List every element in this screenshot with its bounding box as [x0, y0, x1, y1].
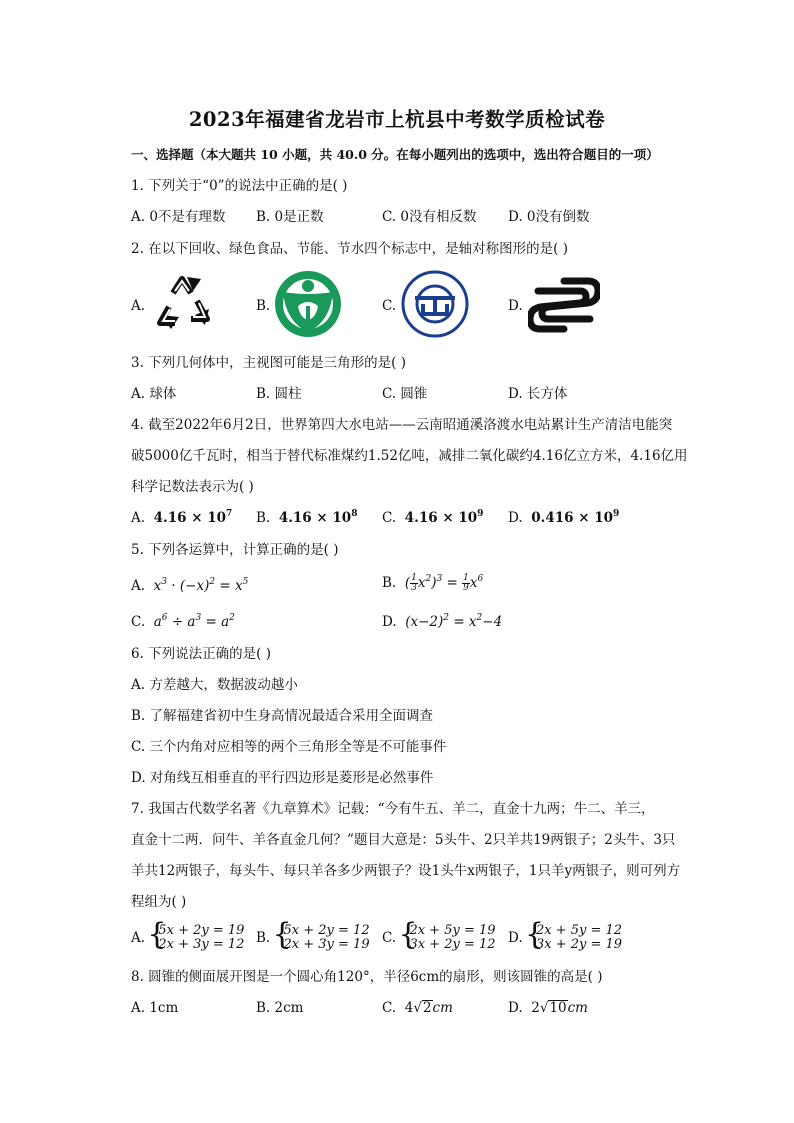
question-7-option-a: A. { 5x + 2y = 19 2x + 3y = 12: [131, 924, 244, 952]
question-3-option-b: B. 圆柱: [256, 386, 302, 402]
question-3-option-d: D. 长方体: [508, 386, 568, 402]
question-8-option-a: A. 1cm: [131, 1000, 179, 1016]
question-4-line-2: 破5000亿千瓦时，相当于替代标准煤约1.52亿吨，减排二氧化碳约4.16亿立方米，4.16亿用: [131, 448, 688, 464]
question-6-option-b: B. 了解福建省初中生身高情况最适合采用全面调查: [131, 708, 434, 724]
question-1-option-d: D. 0没有倒数: [508, 209, 590, 225]
question-7-line-2: 直金十二两．问牛、羊各直金几何？”题目大意是：5头牛、2只羊共19两银子；2头牛、3只: [131, 832, 676, 848]
question-8-option-b: B. 2cm: [256, 1000, 304, 1016]
question-6-stem: 6. 下列说法正确的是( ): [131, 646, 271, 662]
question-4-option-d: D. $0.416 \times 10^9$: [508, 509, 620, 526]
energy-saving-icon: [401, 270, 469, 338]
question-7-option-c: C. { 2x + 5y = 19 3x + 2y = 12: [382, 924, 496, 952]
question-5-option-c: C. $a^6 \div a^3 = a^2$: [131, 613, 235, 630]
question-6-option-d: D. 对角线互相垂直的平行四边形是菱形是必然事件: [131, 770, 434, 786]
question-6-option-c: C. 三个内角对应相等的两个三角形全等是不可能事件: [131, 739, 447, 755]
question-1-stem: 1. 下列关于“0”的说法中正确的是( ): [131, 178, 348, 194]
question-1-option-c: C. 0没有相反数: [382, 209, 477, 225]
question-7-line-1: 7. 我国古代数学名著《九章算术》记载：“今有牛五、羊二，直金十九两；牛二、羊三，: [131, 801, 655, 817]
question-8-stem: 8. 圆锥的侧面展开图是一个圆心角120°，半径6cm的扇形，则该圆锥的高是( ): [131, 969, 603, 985]
question-8-option-d: D. 2√10cm: [508, 1000, 588, 1016]
question-4-option-b: B. $4.16 \times 10^8$: [256, 509, 358, 526]
question-3-option-a: A. 球体: [131, 386, 177, 402]
water-saving-icon: [528, 277, 600, 333]
question-2-option-c: C.: [382, 298, 397, 314]
question-7-option-d: D. { 2x + 5y = 12 3x + 2y = 19: [508, 924, 622, 952]
question-7-line-4: 程组为( ): [131, 894, 187, 910]
question-2-option-d: D.: [508, 298, 523, 314]
section-heading: 一、选择题（本大题共 10 小题，共 40.0 分。在每小题列出的选项中，选出符合题目的一项）: [131, 147, 659, 162]
recycle-icon: [151, 273, 217, 335]
question-5-stem: 5. 下列各运算中，计算正确的是( ): [131, 542, 339, 558]
question-1-option-a: A. 0不是有理数: [131, 209, 226, 225]
question-4-line-3: 科学记数法表示为( ): [131, 479, 254, 495]
question-5-option-b: B. ( $\frac{1}{3}$ $x^2)^3$ = $\frac{1}{9}$ $x^6$: [382, 573, 484, 593]
page-title: 2023年福建省龙岩市上杭县中考数学质检试卷: [188, 108, 606, 131]
question-7-line-3: 羊共12两银子，每头牛、每只羊各多少两银子？设1头牛x两银子，1只羊y两银子，则可列方: [131, 863, 681, 879]
question-8-option-c: C. 4√2cm: [382, 1000, 453, 1016]
question-7-option-b: B. { 5x + 2y = 12 2x + 3y = 19: [256, 924, 370, 952]
question-2-option-b: B.: [256, 298, 271, 314]
question-2-option-a: A.: [131, 298, 146, 314]
question-4-option-a: A. $4.16 \times 10^7$: [131, 509, 233, 526]
question-5-option-d: D. $(x-2)^2 = x^2-4$: [382, 613, 503, 630]
question-3-stem: 3. 下列几何体中，主视图可能是三角形的是( ): [131, 355, 406, 371]
question-6-option-a: A. 方差越大，数据波动越小: [131, 677, 298, 693]
question-4-option-c: C. $4.16 \times 10^9$: [382, 509, 484, 526]
question-3-option-c: C. 圆锥: [382, 386, 428, 402]
question-4-line-1: 4. 截至2022年6月2日，世界第四大水电站——云南昭通溪洛渡水电站累计生产清洁电能突: [131, 417, 673, 433]
question-2-stem: 2. 在以下回收、绿色食品、节能、节水四个标志中，是轴对称图形的是( ): [131, 241, 568, 257]
question-5-option-a: A. $x^3 \cdot (-x)^2 = x^5$: [131, 577, 249, 594]
green-food-icon: [274, 270, 342, 338]
question-1-option-b: B. 0是正数: [256, 209, 324, 225]
